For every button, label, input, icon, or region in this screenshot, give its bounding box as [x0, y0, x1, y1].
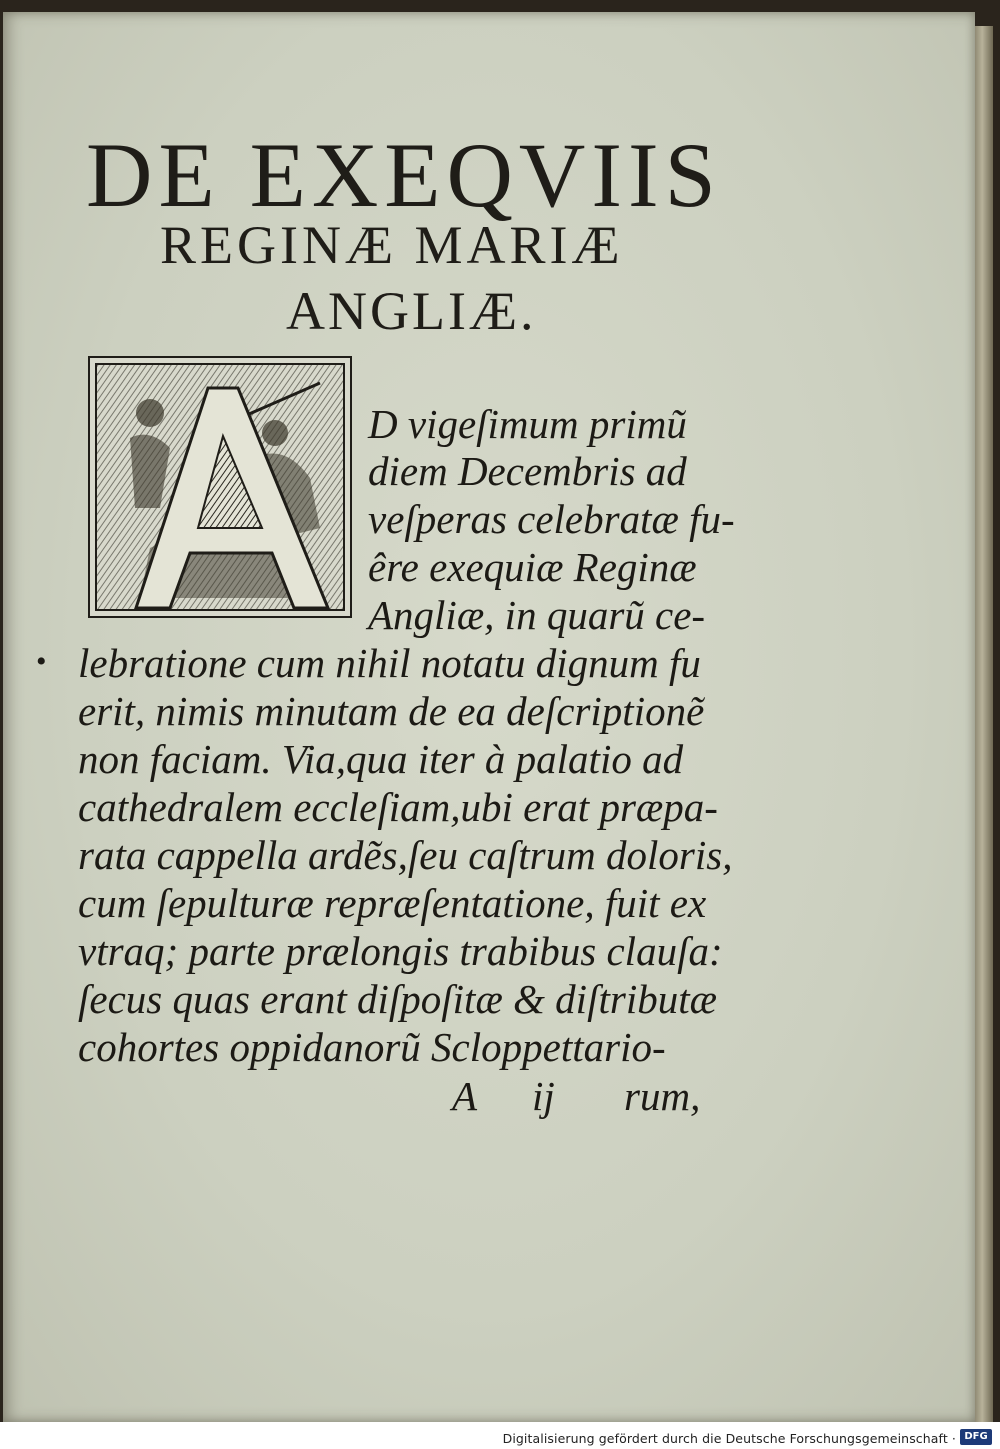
woodcut-initial-letter-icon [90, 358, 350, 616]
text-line: ſecus quas erant diſpoſitæ & diſtributæ [78, 976, 717, 1022]
text-line: vtraq; parte prælongis trabibus clauſa: [78, 928, 723, 974]
text-line: êre exequiæ Reginæ [368, 544, 697, 590]
text-line: Angliæ, in quarũ ce- [368, 592, 706, 638]
dfg-logo[interactable]: DFG [960, 1429, 992, 1445]
signature-mark: A [452, 1073, 478, 1119]
text-line: cohortes oppidanorũ Scloppettario- [78, 1024, 666, 1070]
text-line: erit, nimis minutam de ea deſcriptionẽ [78, 688, 705, 734]
page-edge [975, 26, 993, 1422]
title-line-1: DE EXEQVIIS [86, 124, 722, 226]
signature-number: ij [532, 1073, 555, 1119]
text-line: non faciam. Via,qua iter à palatio ad [78, 736, 684, 782]
margin-dot: • [36, 645, 47, 678]
text-line: lebratione cum nihil notatu dignum fu [78, 640, 701, 686]
text-line: cathedralem eccleſiam,ubi erat præpa- [78, 784, 718, 830]
catchword: rum, [624, 1073, 701, 1119]
text-line: rata cappella ardẽs,ſeu caſtrum doloris, [78, 832, 733, 878]
text-line: veſperas celebratæ fu- [368, 496, 735, 542]
footer-credit: Digitalisierung gefördert durch die Deutsche Forschungsgemeinschaft · [502, 1431, 956, 1446]
title-line-3: ANGLIÆ. [286, 281, 537, 341]
title-line-2: REGINÆ MARIÆ [160, 215, 624, 275]
text-line: cum ſepulturæ repræſentatione, fuit ex [78, 880, 707, 926]
text-line: D vigeſimum primũ [368, 401, 687, 447]
text-line: diem Decembris ad [368, 448, 687, 494]
woodcut-initial [88, 356, 352, 618]
